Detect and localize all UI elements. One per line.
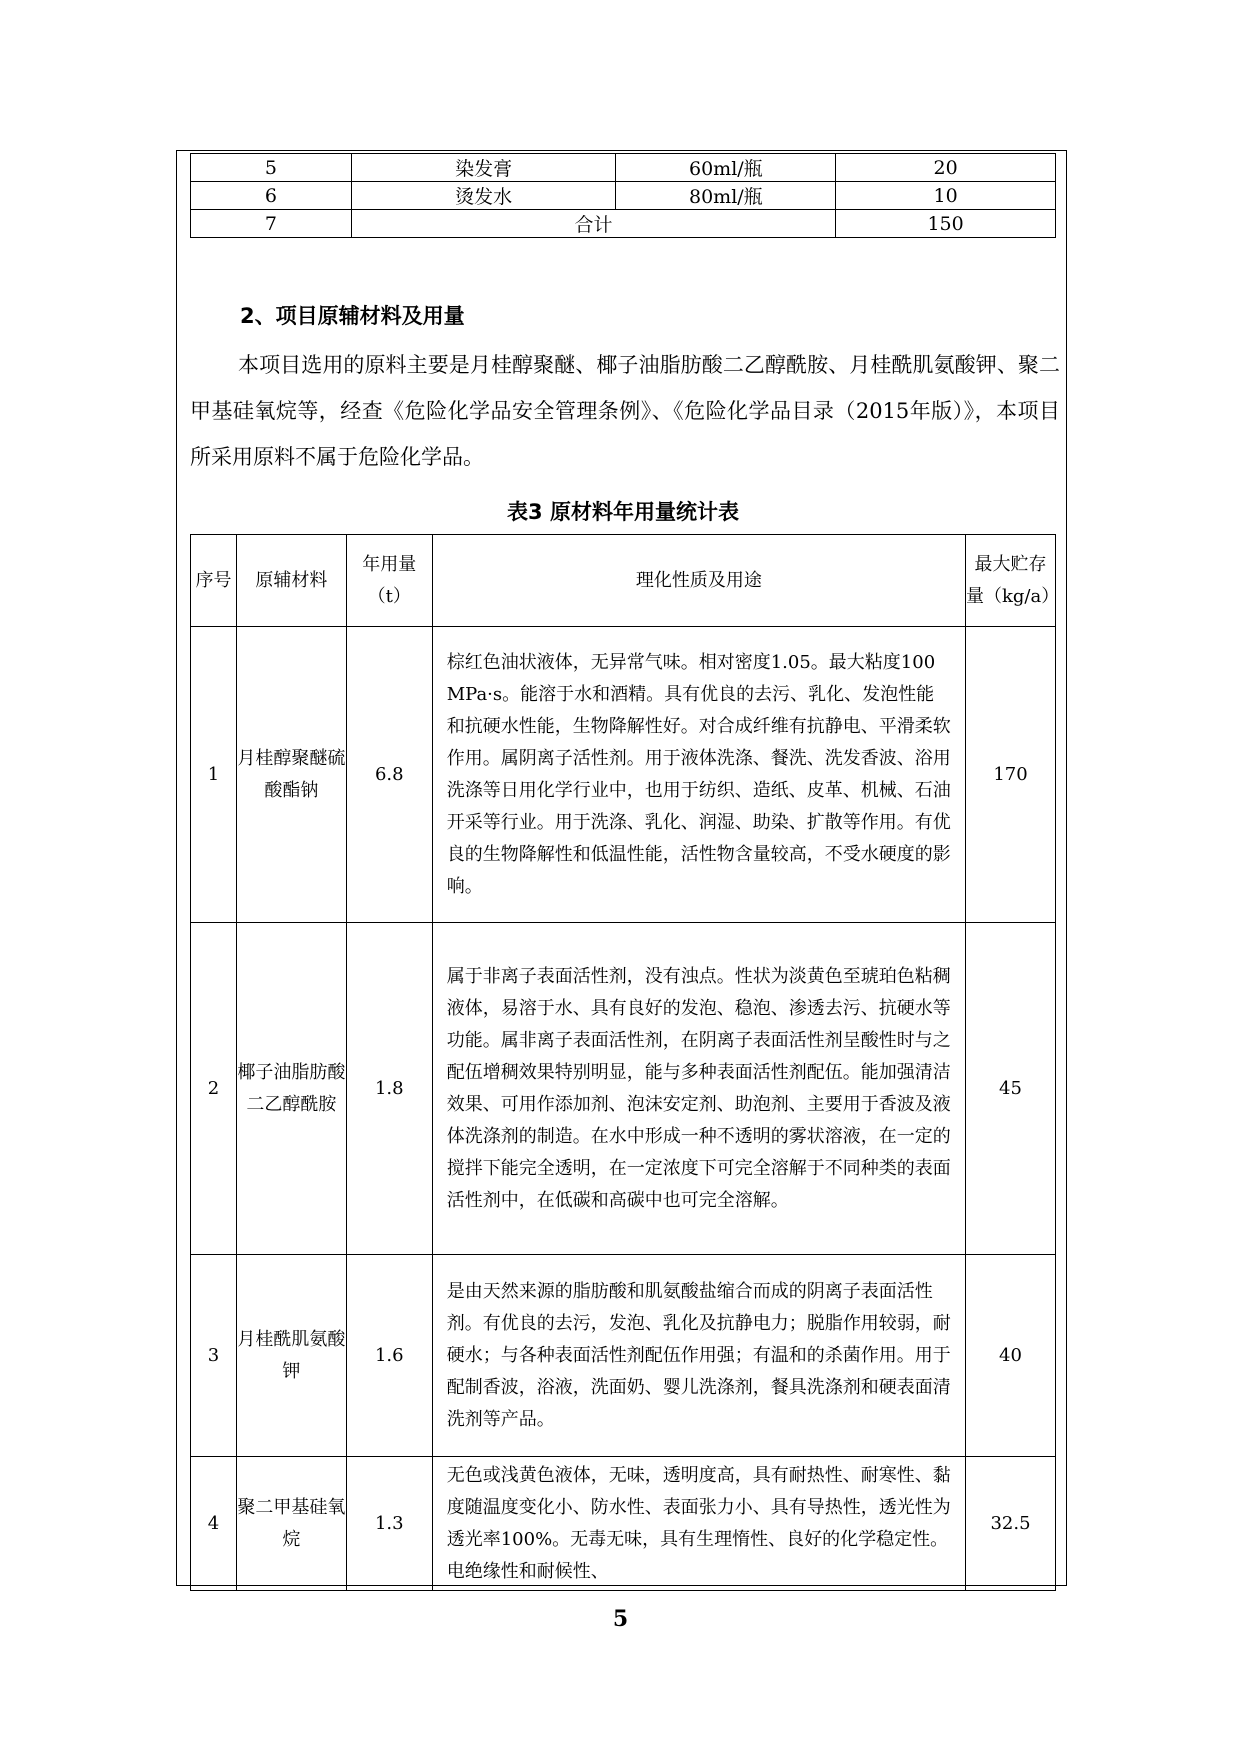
cell-annual: 1.8 — [346, 923, 432, 1255]
raw-material-table — [190, 534, 1060, 1591]
cell-properties: 属于非离子表面活性剂，没有浊点。性状为淡黄色至琥珀色粘稠液体，易溶于水、具有良好的发泡、稳泡、渗透去污、抗硬水等功能。属非离子表面活性剂，在阴离子表面活性剂呈酸性时与之配伍增稠效果特别明显，能与多种表面活性剂配伍。能加强清洁效果、可用作添加剂、泡沫安定剂、助泡剂、主要用于香波及液体洗涤剂的制造。在水中形成一种不透明的雾状溶液，在一定的搅拌下能完全透明，在一定浓度下可完全溶解于不同种类的表面活性剂中，在低碳和高碳中也可完全溶解。 — [432, 923, 965, 1255]
cell-material: 月桂醇聚醚硫酸酯钠 — [236, 627, 346, 923]
cell-material: 椰子油脂肪酸二乙醇酰胺 — [236, 923, 346, 1255]
header-material: 原辅材料 — [236, 535, 346, 627]
cell-total-label: 合计 — [351, 210, 835, 238]
cell-no: 5 — [191, 154, 352, 182]
cell-name: 染发膏 — [351, 154, 616, 182]
table-row — [191, 154, 1056, 182]
table-title: 表3 原材料年用量统计表 — [507, 500, 739, 524]
cell-material: 聚二甲基硅氧烷 — [236, 1457, 346, 1591]
table-row — [191, 627, 1056, 923]
cell-properties: 无色或浅黄色液体，无味，透明度高，具有耐热性、耐寒性、黏度随温度变化小、防水性、表面张力小、具有导热性，透光性为透光率100%。无毒无味，具有生理惰性、良好的化学稳定性。电绝缘性和耐候性、 — [432, 1457, 965, 1591]
table-row — [191, 1457, 1056, 1591]
header-annual: 年用量（t） — [346, 535, 432, 627]
page-number: 5 — [612, 1606, 629, 1632]
cell-material: 月桂酰肌氨酸钾 — [236, 1255, 346, 1457]
cell-properties: 棕红色油状液体，无异常气味。相对密度1.05。最大粘度100 MPa·s。能溶于水和酒精。具有优良的去污、乳化、发泡性能和抗硬水性能，生物降解性好。对合成纤维有抗静电、平滑柔软作用。属阴离子活性剂。用于液体洗涤、餐洗、洗发香波、浴用洗涤等日用化学行业中，也用于纺织、造纸、皮革、机械、石油开采等行业。用于洗涤、乳化、润湿、助染、扩散等作用。有优良的生物降解性和低温性能，活性物含量较高，不受水硬度的影响。 — [432, 627, 965, 923]
cell-annual: 1.3 — [346, 1457, 432, 1591]
table-row — [191, 1255, 1056, 1457]
table-header-row — [191, 535, 1056, 627]
cell-max-storage: 45 — [966, 923, 1056, 1255]
cell-max-storage: 170 — [966, 627, 1056, 923]
table-row-total — [191, 210, 1056, 238]
header-max-storage: 最大贮存量（kg/a） — [966, 535, 1056, 627]
cell-properties: 是由天然来源的脂肪酸和肌氨酸盐缩合而成的阴离子表面活性剂。有优良的去污，发泡、乳化及抗静电力；脱脂作用较弱，耐硬水；与各种表面活性剂配伍作用强；有温和的杀菌作用。用于配制香波，浴液，洗面奶、婴儿洗涤剂，餐具洗涤剂和硬表面清洗剂等产品。 — [432, 1255, 965, 1457]
cell-qty: 10 — [836, 182, 1056, 210]
cell-qty: 20 — [836, 154, 1056, 182]
cell-max-storage: 40 — [966, 1255, 1056, 1457]
cell-no: 6 — [191, 182, 352, 210]
section-paragraph: 本项目选用的原料主要是月桂醇聚醚、椰子油脂肪酸二乙醇酰胺、月桂酰肌氨酸钾、聚二甲基硅氧烷等，经查《危险化学品安全管理条例》、《危险化学品目录（2015年版）》，本项目所采用原料不属于危险化学品。 — [190, 353, 1060, 469]
table-row — [191, 923, 1056, 1255]
cell-max-storage: 32.5 — [966, 1457, 1056, 1591]
section-heading: 2、项目原辅材料及用量 — [240, 304, 465, 328]
header-no: 序号 — [191, 535, 237, 627]
cell-no: 7 — [191, 210, 352, 238]
cell-no: 3 — [191, 1255, 237, 1457]
cell-no: 1 — [191, 627, 237, 923]
product-table-continued — [190, 153, 1056, 238]
cell-no: 4 — [191, 1457, 237, 1591]
header-properties: 理化性质及用途 — [432, 535, 965, 627]
cell-qty: 150 — [836, 210, 1056, 238]
cell-spec: 60ml/瓶 — [616, 154, 836, 182]
cell-annual: 6.8 — [346, 627, 432, 923]
table-row — [191, 182, 1056, 210]
cell-spec: 80ml/瓶 — [616, 182, 836, 210]
cell-no: 2 — [191, 923, 237, 1255]
cell-name: 烫发水 — [351, 182, 616, 210]
cell-annual: 1.6 — [346, 1255, 432, 1457]
